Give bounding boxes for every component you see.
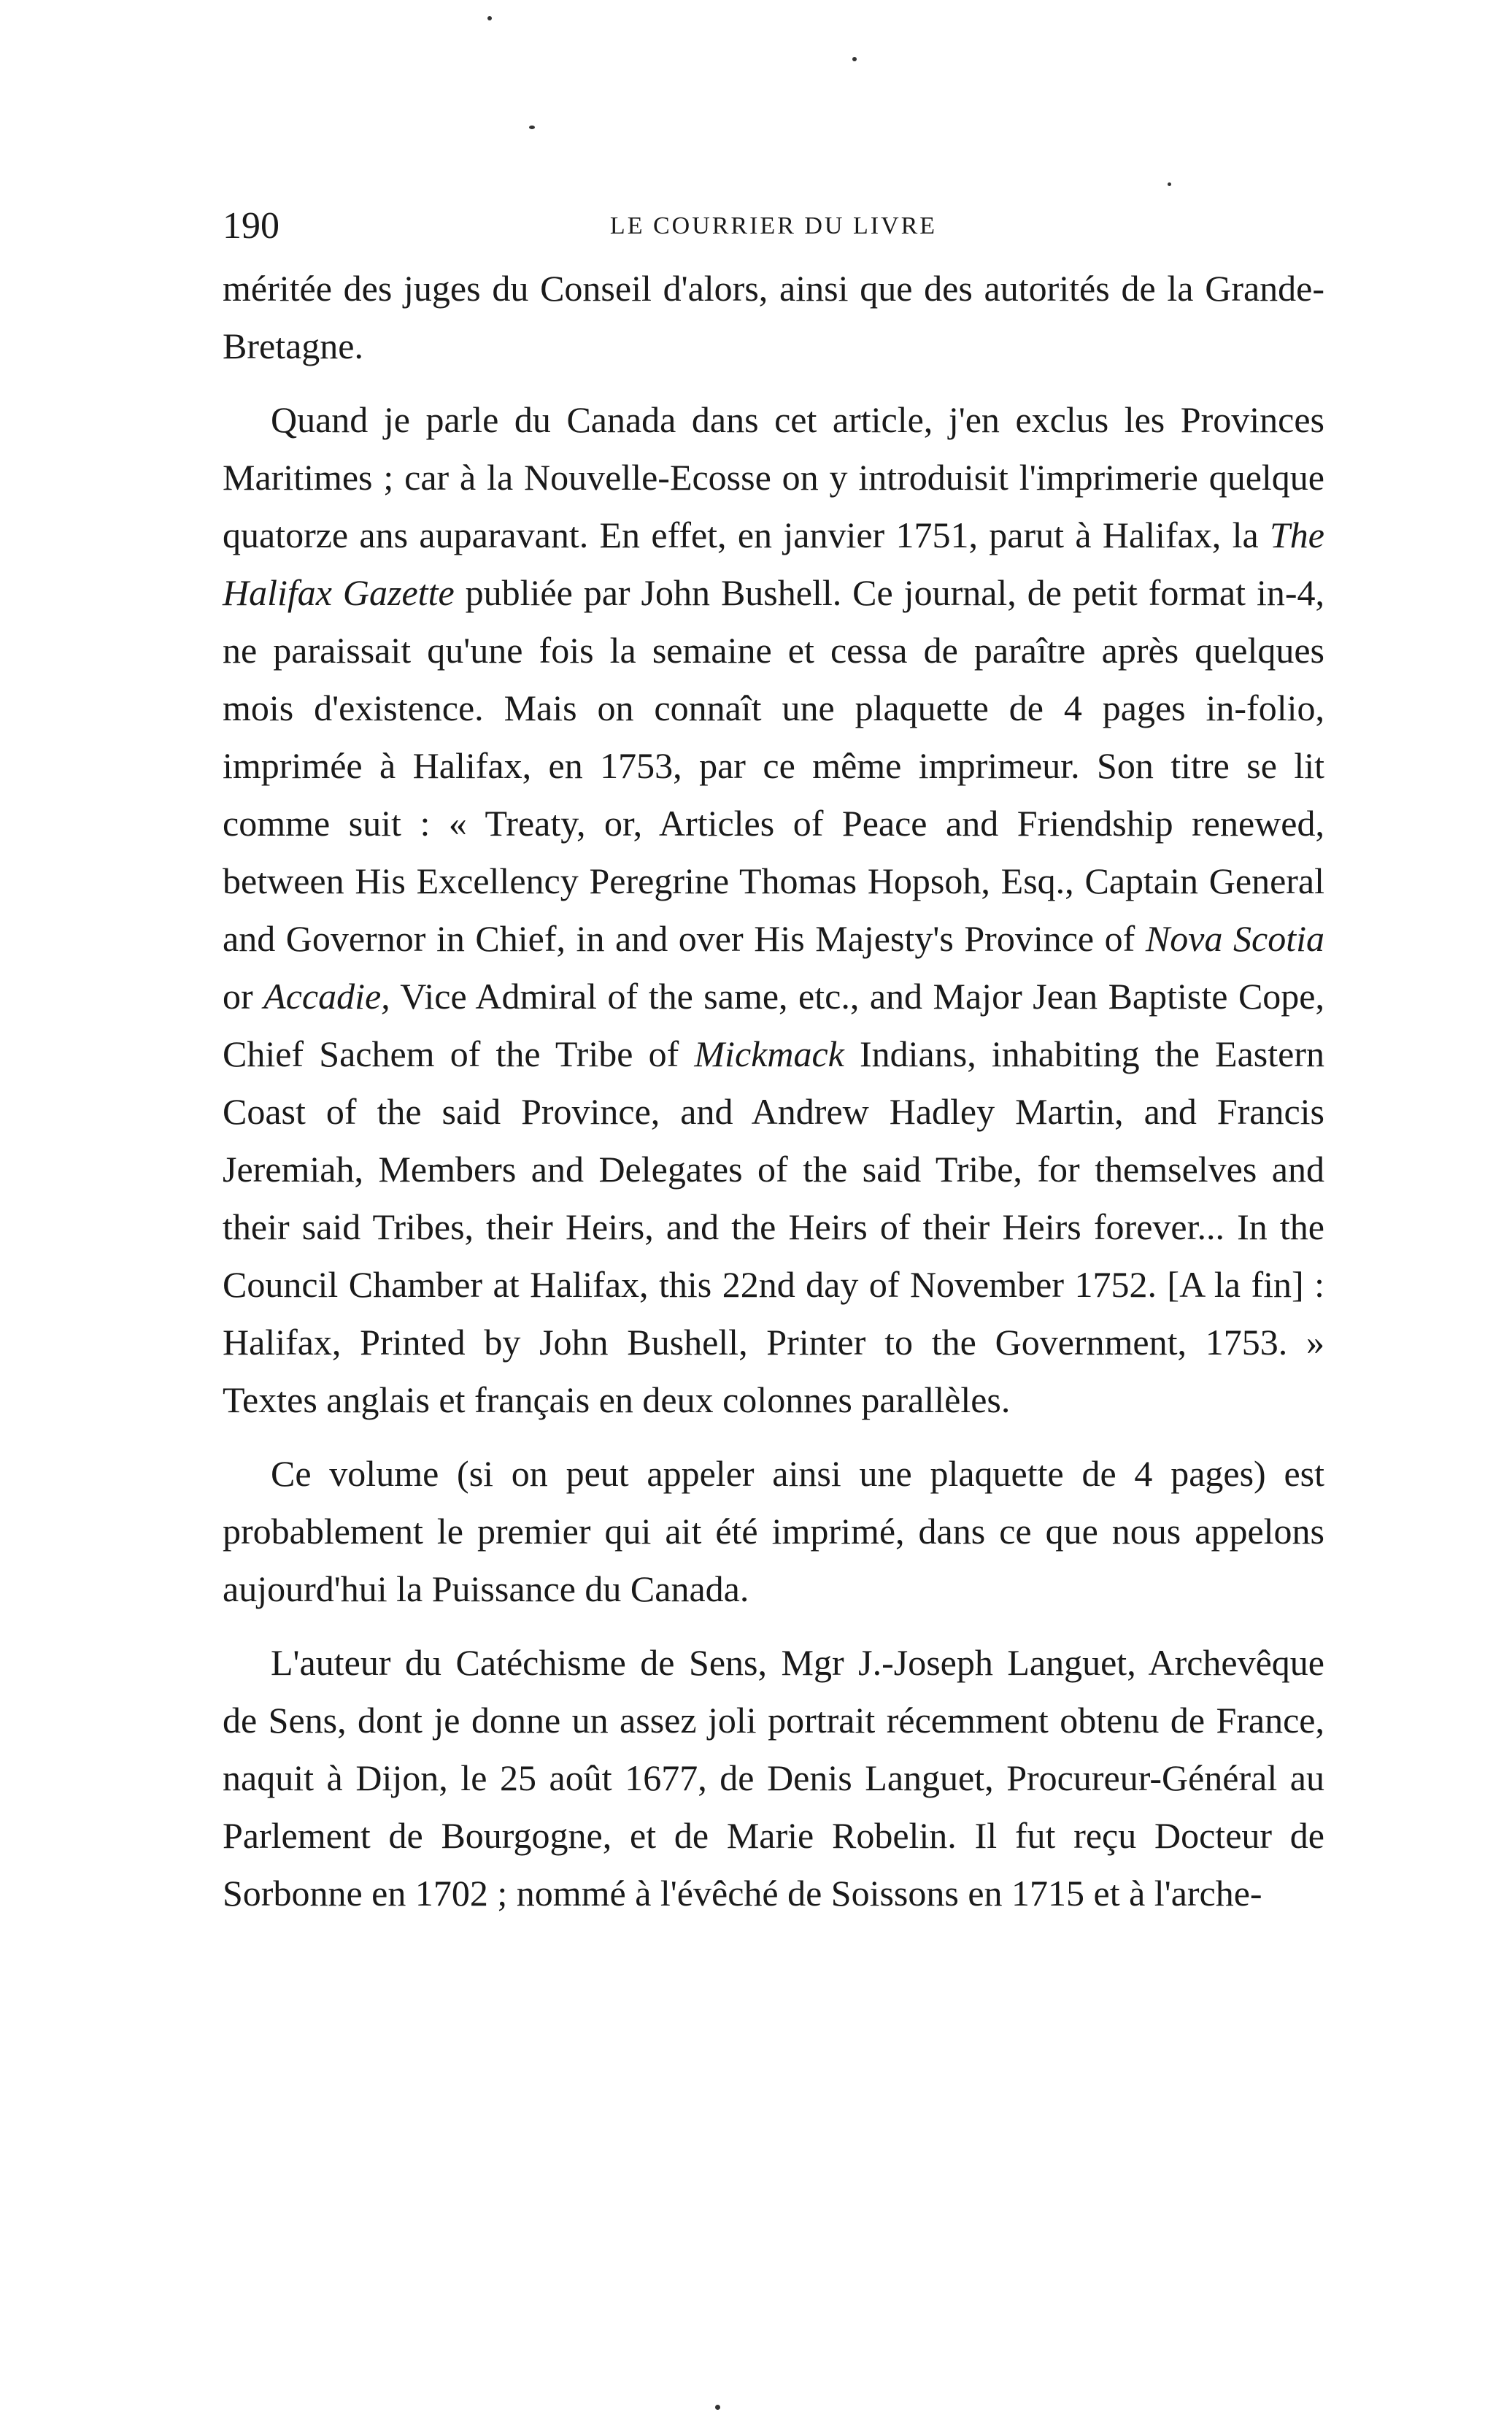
italic-place: Accadie, — [263, 976, 390, 1017]
page-header — [223, 197, 1324, 255]
print-speck — [1168, 182, 1171, 186]
italic-place: Nova Scotia — [1145, 918, 1324, 959]
text-run: Vice Admiral of the same, etc., and Major Jean Baptiste Cope, Chief Sachem of the Tribe of — [223, 976, 1325, 1074]
text-run: Indians, inhabiting the Eastern Coast of the said Province, and Andrew Hadley Martin, and Francis Jeremiah, Members and Delegates of the said Tribe, for themselves and their said Tribes, their Heirs, and the Heirs of their Heirs forever... In the Council Chamber at Halifax, this 22nd day of November 1752. [A la fin] : Halifax, Printed by John Bushell, Printer to the Government, 1753. » Textes anglais et français en deux colonnes parallèles. — [223, 1033, 1324, 1420]
document-page — [223, 197, 1324, 1922]
italic-tribe: Mickmack — [694, 1033, 844, 1074]
print-speck — [852, 57, 857, 61]
print-speck — [487, 16, 492, 20]
paragraph-1: méritée des juges du Conseil d'alors, ainsi que des autorités de la Grande-Bretagne. — [223, 268, 1324, 366]
text-run: publiée par John Bushell. Ce journal, de petit format in-4, ne paraissait qu'une fois la semaine et cessa de paraître après quelques mois d'existence. Mais on connaît une plaquette de 4 pages in-folio, imprimée à Halifax, en 1753, par ce même imprimeur. Son titre se lit comme suit : « Treaty, or, Articles of Peace and Friendship renewed, between His Excellency Peregrine Thomas Hopsoh, Esq., Captain General and Governor in Chief, in and over His Majesty's Province of — [223, 572, 1324, 959]
italic-title: The Halifax Gazette — [223, 515, 1324, 613]
running-head: LE COURRIER DU LIVRE — [609, 212, 938, 239]
paragraph-2 — [223, 391, 1324, 1429]
print-speck — [715, 2405, 720, 2410]
text-run: or — [223, 976, 264, 1017]
text-run: Quand je parle du Canada dans cet article, j'en exclus les Provinces Maritimes ; car à la Nouvelle-Ecosse on y introduisit l'imprimerie quelque quatorze ans auparavant. En effet, en janvier 1751, parut à Halifax, la — [223, 399, 1324, 555]
print-speck — [529, 126, 535, 129]
paragraph-3: Ce volume (si on peut appeler ainsi une plaquette de 4 pages) est probablement le premier qui ait été imprimé, dans ce que nous appelons aujourd'hui la Puissance du Canada. — [223, 1453, 1324, 1609]
paragraph-4: L'auteur du Catéchisme de Sens, Mgr J.-Joseph Languet, Archevêque de Sens, dont je donne un assez joli portrait récemment obtenu de France, naquit à Dijon, le 25 août 1677, de Denis Languet, Procureur-Général au Parlement de Bourgogne, et de Marie Robelin. Il fut reçu Docteur de Sorbonne en 1702 ; nommé à l'évêché de Soissons en 1715 et à l'arche- — [223, 1642, 1324, 1914]
page-number: 190 — [223, 205, 279, 247]
